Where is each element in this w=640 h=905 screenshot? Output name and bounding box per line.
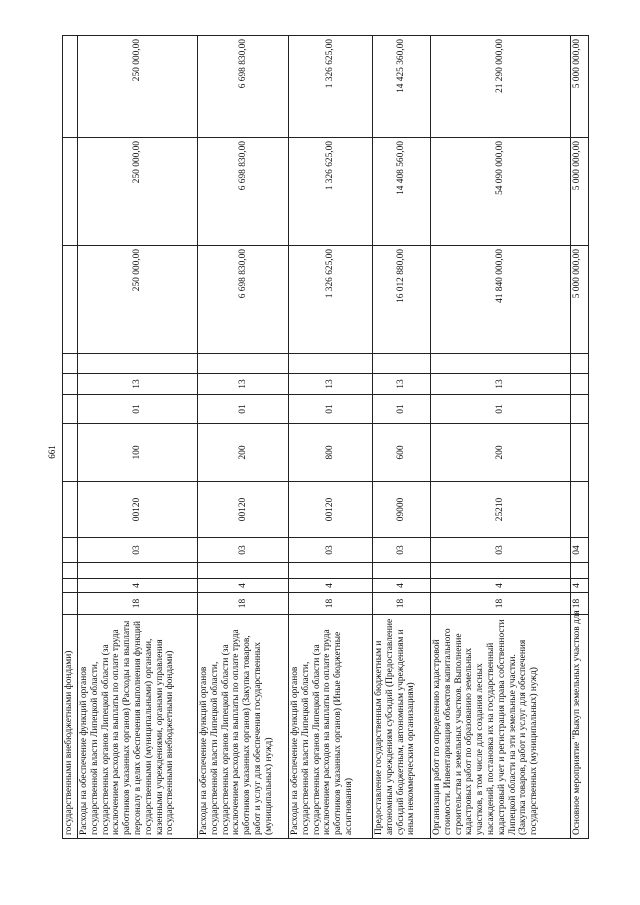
row-code-blank <box>63 563 78 579</box>
row-code-8 <box>571 354 589 374</box>
budget-table-rotated <box>62 36 588 839</box>
row-code-5: 200 <box>198 424 289 482</box>
row-code-5: 100 <box>78 424 198 482</box>
row-code-7 <box>63 374 78 395</box>
row-code-blank <box>78 563 198 579</box>
row-code-6: 01 <box>289 395 373 424</box>
row-code-4: 25210 <box>431 482 571 538</box>
row-value-3: 21 290 000,00 <box>431 36 571 138</box>
row-code-8 <box>78 354 198 374</box>
row-code-6: 01 <box>78 395 198 424</box>
row-code-3: 03 <box>289 538 373 563</box>
row-code-5: 800 <box>289 424 373 482</box>
row-code-2: 4 <box>431 579 571 593</box>
page-number: 661 <box>47 445 57 459</box>
row-code-4: 09000 <box>373 482 431 538</box>
row-value-2 <box>63 138 78 246</box>
row-value-1: 5 000 000,00 <box>571 246 589 354</box>
row-value-1: 41 840 000,00 <box>431 246 571 354</box>
row-code-4: 00120 <box>289 482 373 538</box>
row-value-3: 6 698 830,00 <box>198 36 289 138</box>
row-value-3: 1 326 625,00 <box>289 36 373 138</box>
row-value-3 <box>63 36 78 138</box>
row-code-4 <box>571 482 589 538</box>
table-row <box>198 36 289 839</box>
row-code-2: 4 <box>373 579 431 593</box>
row-description: Расходы на обеспечение функций органов государственной власти Липецкой области, государственных органов Липецкой области (за исключением расходов на выплаты по оплате труда работников указанных органов) (Закупка товаров, работ и услуг для обеспечения государственных (муниципальных) нужд) <box>198 615 289 839</box>
row-value-2: 14 408 560,00 <box>373 138 431 246</box>
row-code-4: 00120 <box>78 482 198 538</box>
row-code-3: 04 <box>571 538 589 563</box>
row-code-7: 13 <box>431 374 571 395</box>
row-value-1: 16 012 880,00 <box>373 246 431 354</box>
row-code-1 <box>63 593 78 615</box>
row-description: государственными внебюджетными фондами) <box>63 615 78 839</box>
row-value-1: 250 000,00 <box>78 246 198 354</box>
row-code-6: 01 <box>431 395 571 424</box>
row-code-7: 13 <box>198 374 289 395</box>
table-row <box>571 36 589 839</box>
row-code-blank <box>198 563 289 579</box>
row-description: Расходы на обеспечение функций органов государственной власти Липецкой области, государственных органов Липецкой области (за исключением расходов на выплаты по оплате труда работников указанных органов) (Расходы на выплаты персоналу в целях обеспечения выполнения функций государственными (муниципальными) органами, казенными учреждениями, органами управления государственными внебюджетными фондами) <box>78 615 198 839</box>
row-code-5: 600 <box>373 424 431 482</box>
row-code-3 <box>63 538 78 563</box>
row-code-3: 03 <box>198 538 289 563</box>
row-code-7: 13 <box>373 374 431 395</box>
row-value-1 <box>63 246 78 354</box>
row-value-2: 5 000 000,00 <box>571 138 589 246</box>
row-code-5 <box>63 424 78 482</box>
row-code-1: 18 <box>373 593 431 615</box>
table-row <box>63 36 78 839</box>
row-code-6: 01 <box>198 395 289 424</box>
row-code-1: 18 <box>78 593 198 615</box>
row-code-blank <box>289 563 373 579</box>
row-code-8 <box>373 354 431 374</box>
row-code-3: 03 <box>373 538 431 563</box>
row-code-1: 18 <box>198 593 289 615</box>
row-code-1: 18 <box>289 593 373 615</box>
row-code-blank <box>571 563 589 579</box>
row-value-2: 54 090 000,00 <box>431 138 571 246</box>
row-code-3: 03 <box>78 538 198 563</box>
row-code-3: 03 <box>431 538 571 563</box>
row-value-2: 6 698 830,00 <box>198 138 289 246</box>
row-code-6 <box>571 395 589 424</box>
table-row <box>78 36 198 839</box>
row-code-8 <box>431 354 571 374</box>
row-code-1: 18 <box>431 593 571 615</box>
row-value-1: 6 698 830,00 <box>198 246 289 354</box>
row-code-4 <box>63 482 78 538</box>
row-code-2: 4 <box>78 579 198 593</box>
row-value-2: 1 326 625,00 <box>289 138 373 246</box>
row-code-7 <box>571 374 589 395</box>
row-value-3: 250 000,00 <box>78 36 198 138</box>
row-value-2: 250 000,00 <box>78 138 198 246</box>
row-code-1: 18 <box>571 593 589 615</box>
row-code-8 <box>198 354 289 374</box>
row-value-3: 5 000 000,00 <box>571 36 589 138</box>
table-row <box>373 36 431 839</box>
rotated-table-region <box>62 36 588 839</box>
row-code-blank <box>431 563 571 579</box>
row-code-2: 4 <box>198 579 289 593</box>
table-row <box>289 36 373 839</box>
row-value-3: 14 425 360,00 <box>373 36 431 138</box>
row-code-2: 4 <box>571 579 589 593</box>
row-description: Расходы на обеспечение функций органов государственной власти Липецкой области, государственных органов Липецкой области (за исключением расходов на выплаты по оплате труда работников указанных органов) (Иные бюджетные ассигнования) <box>289 615 373 839</box>
row-code-8 <box>289 354 373 374</box>
row-code-8 <box>63 354 78 374</box>
row-code-6 <box>63 395 78 424</box>
row-code-6: 01 <box>373 395 431 424</box>
row-code-2 <box>63 579 78 593</box>
row-code-4: 00120 <box>198 482 289 538</box>
budget-table <box>62 35 589 839</box>
table-row <box>431 36 571 839</box>
row-code-7: 13 <box>289 374 373 395</box>
row-code-7: 13 <box>78 374 198 395</box>
row-code-2: 4 <box>289 579 373 593</box>
row-code-blank <box>373 563 431 579</box>
row-description: Организация работ по определению кадастровой стоимости. Инвентаризация объектов капитального строительства и земельных участков. Выполнение кадастровых работ по образованию земельных участков, в том числе для создания лесных насаждений, постановка их на государственный кадастровый учет и регистрация права собственности Липецкой области на эти земельные участки. (Закупка товаров, работ и услуг для обеспечения государственных (муниципальных) нужд) <box>431 615 571 839</box>
row-description: Предоставление государственным бюджетным и автономным учреждениям субсидий (Предоставление субсидий бюджетным, автономным учреждениям и иным некоммерческим организациям) <box>373 615 431 839</box>
row-description: Основное мероприятие "Выкуп земельных участков для <box>571 615 589 839</box>
row-code-5 <box>571 424 589 482</box>
row-value-1: 1 326 625,00 <box>289 246 373 354</box>
row-code-5: 200 <box>431 424 571 482</box>
